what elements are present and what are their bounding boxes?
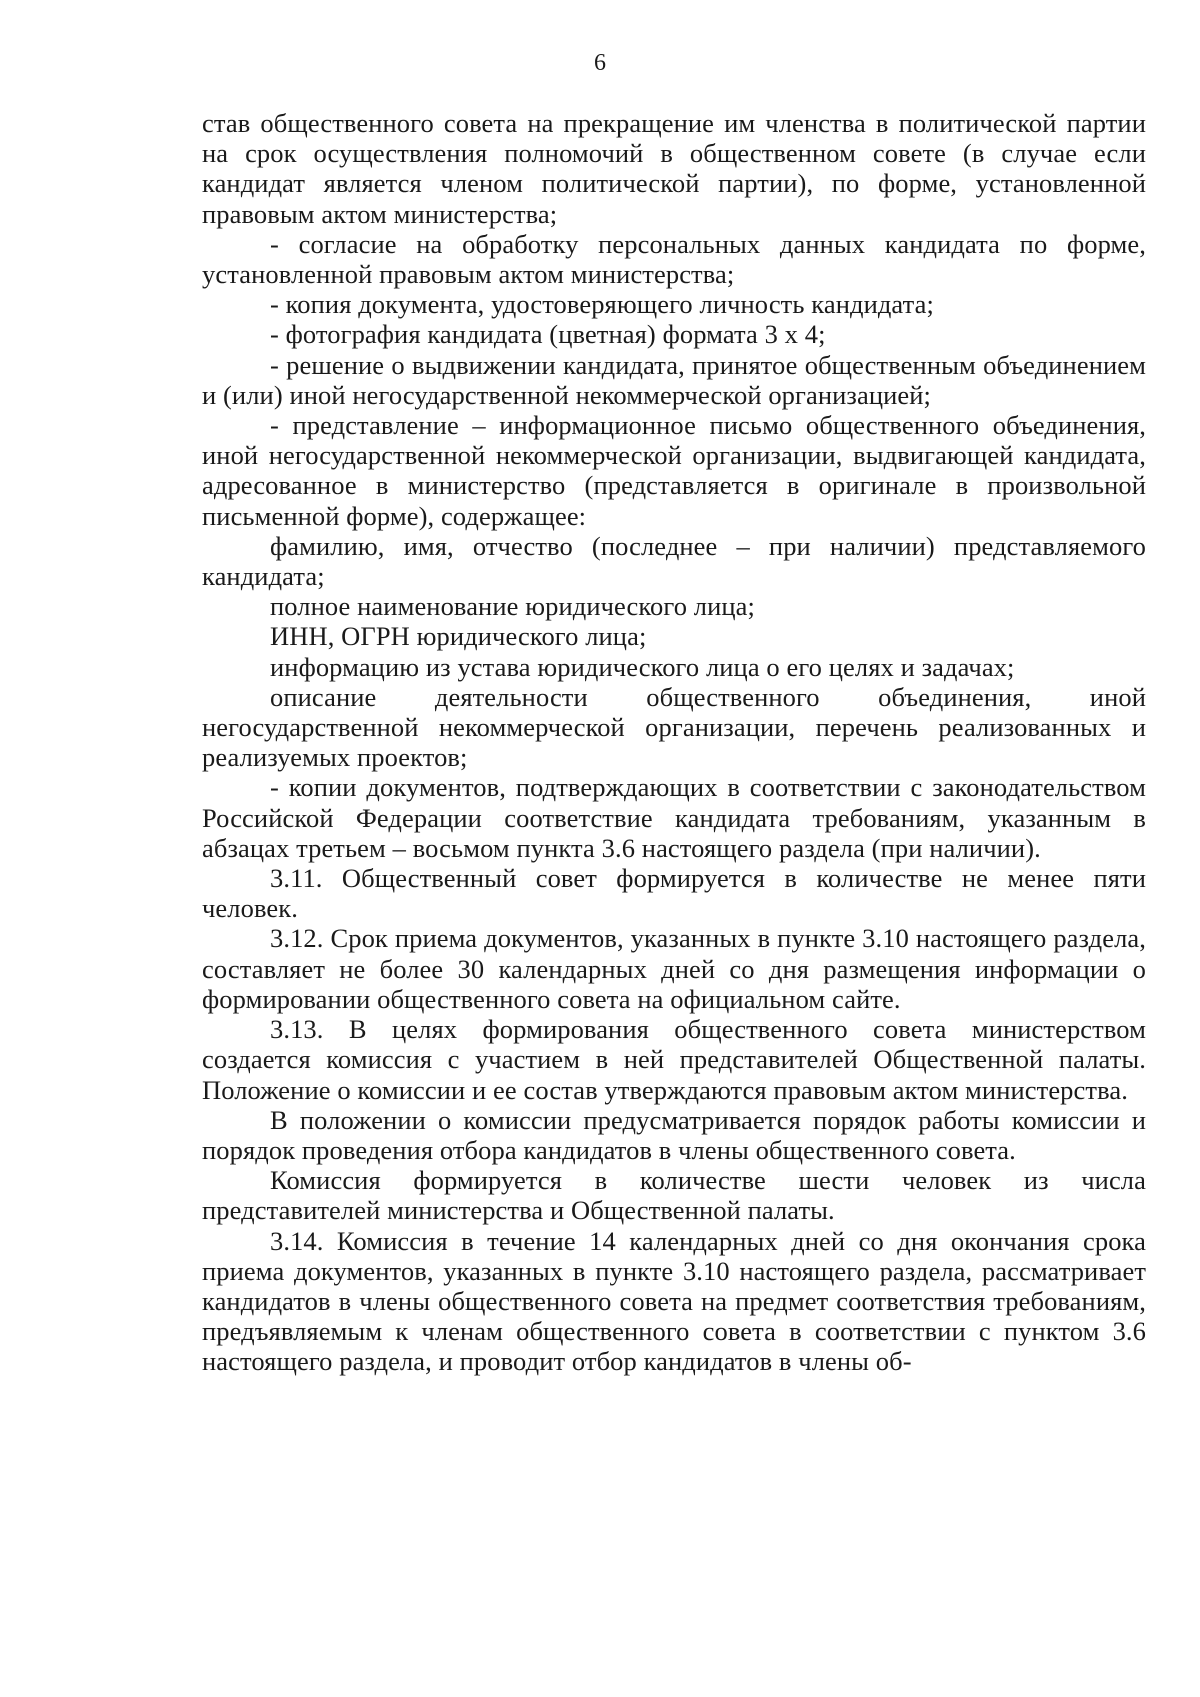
paragraph: В положении о комиссии предусматривается порядок работы комиссии и порядок проведения отбора кандидатов в члены общественного совета. [202,1104,1146,1165]
paragraph: 3.11. Общественный совет формируется в количестве не менее пяти человек. [202,863,1146,924]
paragraph: - согласие на обработку персональных данных кандидата по форме, установленной правовым актом министерства; [202,228,1146,290]
paragraph: ИНН, ОГРН юридического лица; [270,621,647,652]
paragraph: - фотография кандидата (цветная) формата 3 х 4; [270,319,826,350]
paragraph: описание деятельности общественного объединения, иной негосударственной некоммерческой организации, перечень реализованных и реализуемых проектов; [202,681,1146,773]
paragraph: - решение о выдвижении кандидата, принятое общественным объединением и (или) иной негосударственной некоммерческой организацией; [202,349,1146,410]
document-body [202,108,1146,1377]
paragraph: - копии документов, подтверждающих в соответствии с законодательством Российской Федерации соответствие кандидата требованиям, указанным в абзацах третьем – восьмом пункта 3.6 настоящего раздела (при наличии). [202,772,1146,863]
paragraph: став общественного совета на прекращение им членства в политической партии на срок осуществления полномочий в общественном совете (в случае если кандидат является членом политической партии), по форме, установленной правовым актом министерства; [202,108,1146,229]
page-number: 6 [594,50,606,76]
paragraph: - представление – информационное письмо общественного объединения, иной негосударственной некоммерческой организации, выдвигающей кандидата, адресованное в министерство (представляется в оригинале в произвольной письменной форме), содержащее: [202,410,1146,531]
paragraph: 3.12. Срок приема документов, указанных в пункте 3.10 настоящего раздела, составляет не более 30 календарных дней со дня размещения информации о формировании общественного совета на официальном сайте. [202,923,1146,1014]
paragraph: 3.13. В целях формирования общественного совета министерством создается комиссия с участием в ней представителей Общественной палаты. Положение о комиссии и ее состав утверждаются правовым актом министерства. [202,1014,1146,1105]
paragraph: информацию из устава юридического лица о его целях и задачах; [270,651,1015,682]
paragraph: - копия документа, удостоверяющего личность кандидата; [270,289,934,320]
paragraph: фамилию, имя, отчество (последнее – при наличии) представляемого кандидата; [202,530,1146,592]
paragraph: полное наименование юридического лица; [270,591,755,622]
paragraph: Комиссия формируется в количестве шести человек из числа представителей министерства и Общественной палаты. [202,1165,1146,1226]
paragraph: 3.14. Комиссия в течение 14 календарных дней со дня окончания срока приема документов, указанных в пункте 3.10 настоящего раздела, рассматривает кандидатов в члены общественного совета на предмет соответствия требованиям, предъявляемым к членам общественного совета в соответствии с пунктом 3.6 настоящего раздела, и проводит отбор кандидатов в члены об- [202,1225,1146,1377]
